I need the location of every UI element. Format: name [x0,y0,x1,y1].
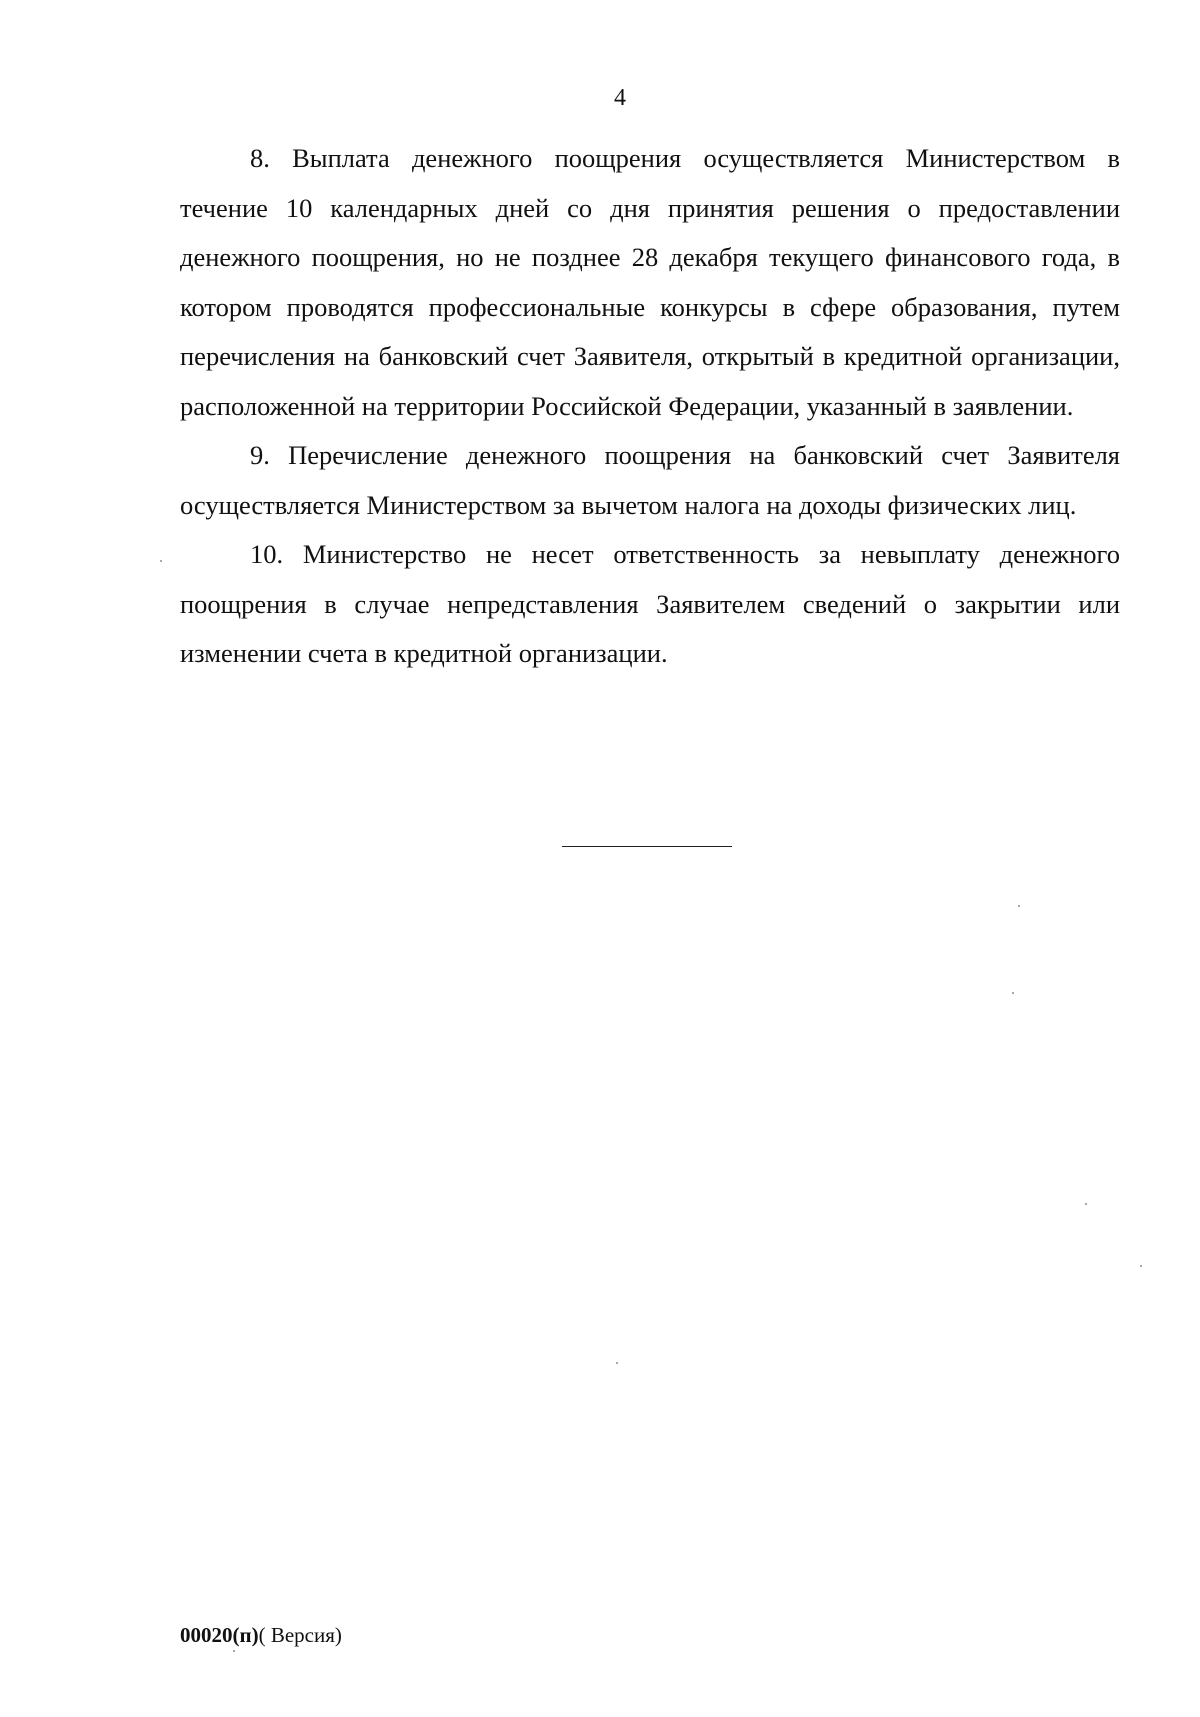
scan-speck [1018,905,1020,907]
document-body [180,134,1120,679]
paragraph-9: 9. Перечисление денежного поощрения на банковский счет Заявителя осуществляется Министерством за вычетом налога на доходы физических лиц. [180,440,1120,520]
scan-speck [233,1650,235,1652]
end-of-text-rule [562,846,732,847]
paragraph-10: 10. Министерство не несет ответственность за невыплату денежного поощрения в случае непредставления Заявителем сведений о закрытии или изменении счета в кредитной организации. [180,539,1120,668]
document-version-code [180,1622,342,1648]
version-code-number: 00020(п) [180,1623,259,1647]
version-code-label: ( Версия) [258,1623,342,1647]
page-number: 4 [614,85,626,111]
scan-speck [1085,1203,1087,1205]
scan-speck [1140,1265,1142,1267]
scan-speck [160,560,162,562]
scan-speck [616,1362,618,1364]
paragraph-8: 8. Выплата денежного поощрения осуществляется Министерством в течение 10 календарных дней со дня принятия решения о предоставлении денежного поощрения, но не позднее 28 декабря текущего финансового года, в котором проводятся профессиональные конкурсы в сфере образования, путем перечисления на банковский счет Заявителя, открытый в кредитной организации, расположенной на территории Российской Федерации, указанный в заявлении. [180,143,1120,421]
scan-speck [1012,992,1014,994]
